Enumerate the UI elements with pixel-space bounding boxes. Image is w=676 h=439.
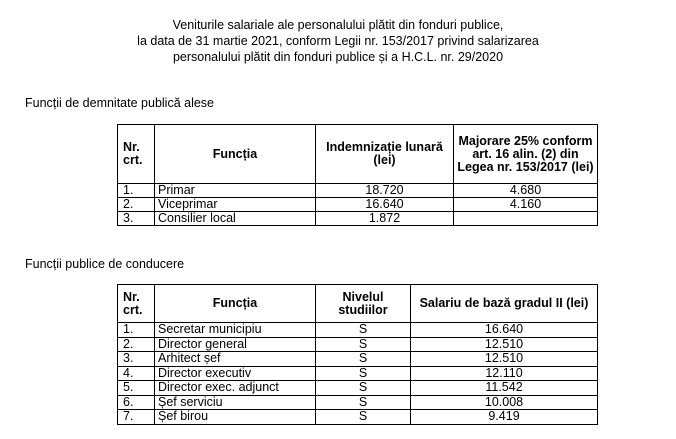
cell-nr: 6.: [118, 395, 155, 410]
cell-studii: S: [316, 395, 411, 410]
management-positions-table: [117, 284, 598, 425]
elected-positions-table: [117, 124, 598, 226]
cell-functia: Director executiv: [155, 366, 316, 381]
cell-nr: 1.: [118, 323, 155, 338]
cell-studii: S: [316, 352, 411, 367]
column-header-salariu: Salariu de bază gradul II (lei): [411, 285, 598, 323]
table-row: [118, 198, 598, 212]
cell-nr: 5.: [118, 381, 155, 396]
cell-functia: Șef serviciu: [155, 395, 316, 410]
cell-salariu: 10.008: [411, 395, 598, 410]
cell-salariu: 12.510: [411, 352, 598, 367]
cell-studii: S: [316, 381, 411, 396]
cell-studii: S: [316, 366, 411, 381]
cell-nr: 3.: [118, 212, 155, 226]
table-row: [118, 352, 598, 367]
column-header-functia: Funcția: [155, 125, 316, 184]
table-row: [118, 366, 598, 381]
cell-salariu: 16.640: [411, 323, 598, 338]
cell-salariu: 9.419: [411, 410, 598, 425]
section-heading-management-positions: Funcții publice de conducere: [25, 257, 185, 271]
table-row: [118, 381, 598, 396]
cell-studii: S: [316, 323, 411, 338]
title-line-3: personalului plătit din fonduri publice și a H.C.L. nr. 29/2020: [172, 50, 504, 64]
table-row: [118, 323, 598, 338]
cell-salariu: 12.510: [411, 337, 598, 352]
cell-majorare: [454, 212, 598, 226]
cell-functia: Secretar municipiu: [155, 323, 316, 338]
cell-nr: 2.: [118, 198, 155, 212]
table-header-row: [118, 285, 598, 323]
cell-indemnizatie: 18.720: [316, 184, 454, 198]
table-row: [118, 410, 598, 425]
cell-functia: Director general: [155, 337, 316, 352]
title-line-1: Veniturile salariale ale personalului plătit din fonduri publice,: [172, 18, 504, 32]
cell-functia: Șef birou: [155, 410, 316, 425]
cell-functia: Viceprimar: [155, 198, 316, 212]
cell-functia: Director exec. adjunct: [155, 381, 316, 396]
title-line-2: la data de 31 martie 2021, conform Legii nr. 153/2017 privind salarizarea: [137, 34, 539, 48]
cell-majorare: 4.160: [454, 198, 598, 212]
column-header-nr: Nr. crt.: [118, 285, 155, 323]
column-header-functia: Funcția: [155, 285, 316, 323]
cell-nr: 7.: [118, 410, 155, 425]
cell-studii: S: [316, 337, 411, 352]
column-header-majorare: Majorare 25% conform art. 16 alin. (2) din Legea nr. 153/2017 (lei): [454, 125, 598, 184]
cell-studii: S: [316, 410, 411, 425]
cell-salariu: 11.542: [411, 381, 598, 396]
document-title: [0, 17, 676, 65]
table-row: [118, 184, 598, 198]
cell-nr: 2.: [118, 337, 155, 352]
cell-indemnizatie: 1.872: [316, 212, 454, 226]
column-header-indemnizatie: Indemnizație lunară (lei): [316, 125, 454, 184]
table-header-row: [118, 125, 598, 184]
cell-functia: Consilier local: [155, 212, 316, 226]
cell-nr: 3.: [118, 352, 155, 367]
cell-functia: Arhitect șef: [155, 352, 316, 367]
section-heading-elected-positions: Funcții de demnitate publică alese: [25, 96, 215, 110]
column-header-nr: Nr. crt.: [118, 125, 155, 184]
cell-indemnizatie: 16.640: [316, 198, 454, 212]
cell-nr: 1.: [118, 184, 155, 198]
cell-functia: Primar: [155, 184, 316, 198]
cell-salariu: 12.110: [411, 366, 598, 381]
table-row: [118, 212, 598, 226]
table-row: [118, 337, 598, 352]
table-row: [118, 395, 598, 410]
cell-nr: 4.: [118, 366, 155, 381]
cell-majorare: 4.680: [454, 184, 598, 198]
column-header-studii: Nivelul studiilor: [316, 285, 411, 323]
